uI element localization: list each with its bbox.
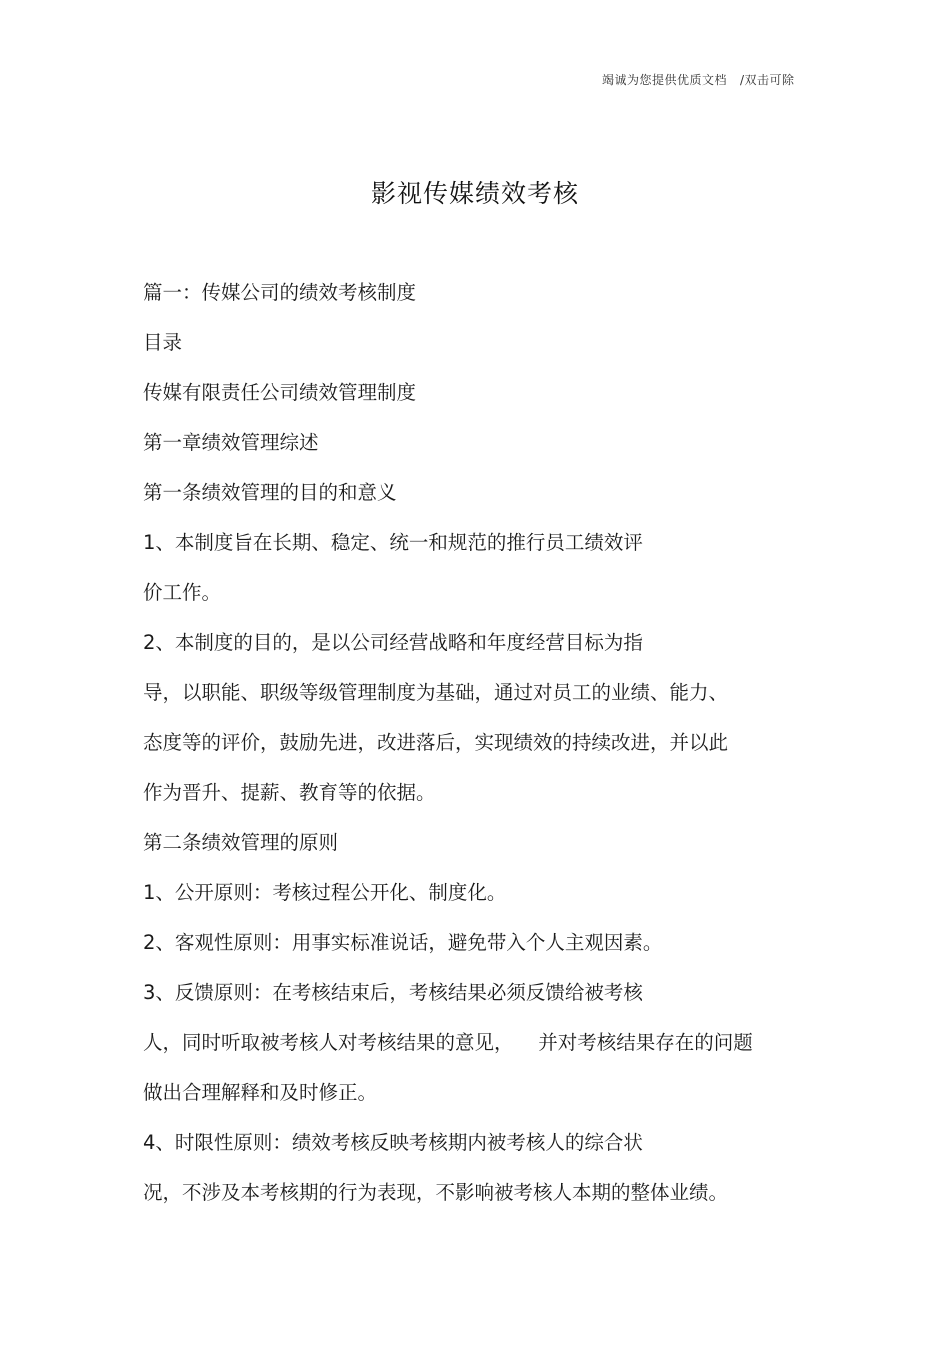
body-line-2: 目录 [143,331,183,354]
body-line-1: 篇一：传媒公司的绩效考核制度 [143,281,417,304]
body-line-9: 导，以职能、职级等级管理制度为基础，通过对员工的业绩、能力、 [143,681,729,704]
body-line-10: 态度等的评价，鼓励先进，改进落后，实现绩效的持续改进，并以此 [143,731,729,754]
body-line-17: 做出合理解释和及时修正。 [143,1081,378,1104]
body-line-19: 况，不涉及本考核期的行为表现，不影响被考核人本期的整体业绩。 [143,1181,729,1204]
body-line-8: 2、本制度的目的，是以公司经营战略和年度经营目标为指 [143,631,643,654]
header-note: 竭诚为您提供优质文档 /双击可除 [602,73,795,87]
body-line-15: 3、反馈原则：在考核结束后，考核结果必须反馈给被考核 [143,981,643,1004]
body-line-5: 第一条绩效管理的目的和意义 [143,481,397,504]
document-title: 影视传媒绩效考核 [370,179,579,208]
body-line-4: 第一章绩效管理综述 [143,431,319,454]
document-body [143,276,823,1226]
body-line-7: 价工作。 [143,581,222,604]
body-line-14: 2、客观性原则：用事实标准说话，避免带入个人主观因素。 [143,931,663,954]
body-line-3: 传媒有限责任公司绩效管理制度 [143,381,417,404]
body-line-18: 4、时限性原则：绩效考核反映考核期内被考核人的综合状 [143,1131,643,1154]
body-line-16: 人，同时听取被考核人对考核结果的意见， 并对考核结果存在的问题 [143,1031,753,1054]
body-line-13: 1、公开原则：考核过程公开化、制度化。 [143,881,507,904]
body-line-6: 1、本制度旨在长期、稳定、统一和规范的推行员工绩效评 [143,531,643,554]
body-line-12: 第二条绩效管理的原则 [143,831,339,854]
body-line-11: 作为晋升、提薪、教育等的依据。 [143,781,436,804]
